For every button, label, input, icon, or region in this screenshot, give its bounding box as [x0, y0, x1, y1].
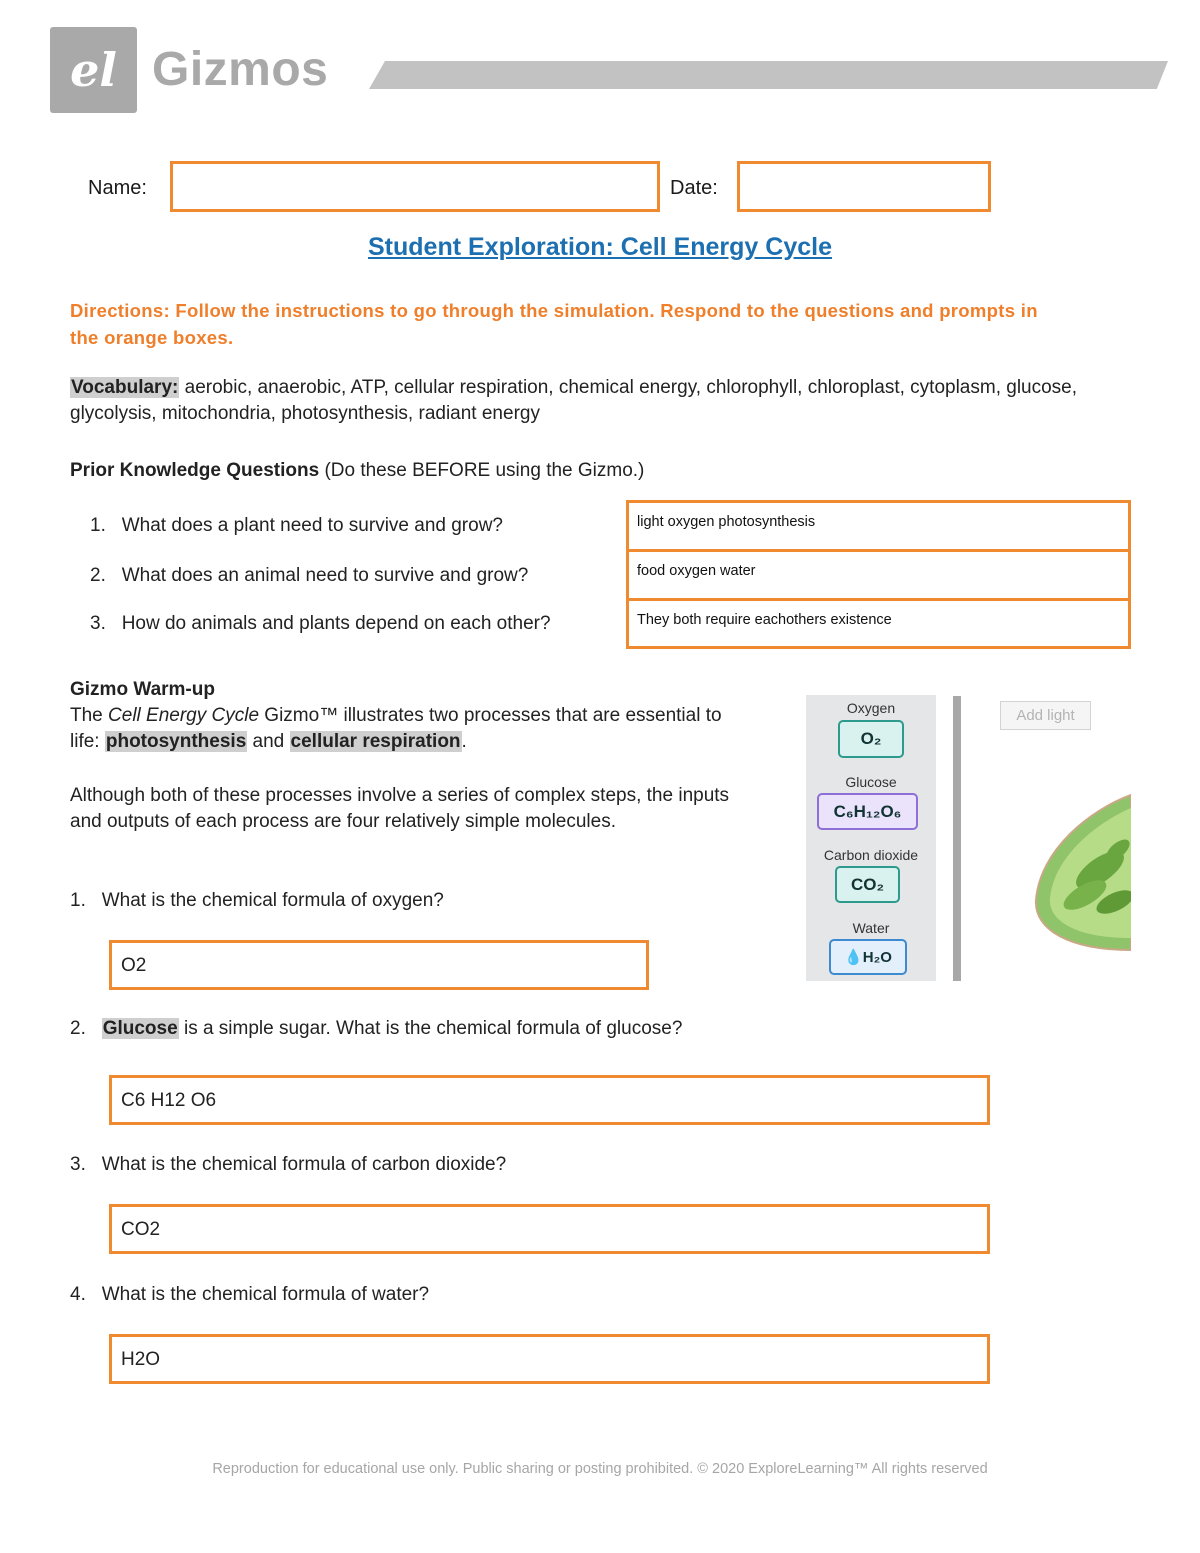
gizmo-molecule-panel	[806, 695, 936, 981]
vocabulary-label: Vocabulary:	[71, 377, 179, 398]
water-molecule[interactable]: 💧H₂O	[829, 939, 907, 975]
chloroplast-image	[1030, 790, 1131, 960]
date-label: Date:	[670, 177, 718, 199]
warmup-paragraph-1: The Cell Energy Cycle Gizmo™ illustrates two processes that are essential to life: photosynthesis and cellular respiration.	[70, 705, 722, 752]
header-bar	[369, 61, 1168, 89]
pk-question-2: 2. What does an animal need to survive and grow?	[90, 565, 529, 586]
explorelearning-logo: el	[50, 27, 137, 113]
warmup-answer-3[interactable]: CO2	[109, 1204, 990, 1254]
warmup-question-4: 4. What is the chemical formula of water?	[70, 1284, 430, 1305]
warmup-question-1: 1. What is the chemical formula of oxygen?	[70, 890, 444, 911]
warmup-answer-4[interactable]: H2O	[109, 1334, 990, 1384]
pk-answer-3[interactable]: They both require eachothers existence	[626, 598, 1131, 649]
warmup-answer-1[interactable]: O2	[109, 940, 649, 990]
glucose-label: Glucose	[845, 774, 897, 790]
directions: Directions: Follow the instructions to go through the simulation. Respond to the questions and prompts in the orange boxes.	[70, 300, 1038, 348]
warmup-heading: Gizmo Warm-up	[70, 679, 215, 700]
glucose-molecule[interactable]: C₆H₁₂O₆	[817, 793, 918, 830]
name-label: Name:	[88, 177, 147, 199]
water-label: Water	[852, 920, 890, 936]
footer-copyright: Reproduction for educational use only. Public sharing or posting prohibited. © 2020 ExploreLearning™ All rights reserved	[212, 1461, 988, 1477]
add-light-button[interactable]: Add light	[1000, 701, 1091, 730]
warmup-question-3: 3. What is the chemical formula of carbon dioxide?	[70, 1154, 507, 1175]
warmup-paragraph-2: Although both of these processes involve a series of complex steps, the inputs and outputs of each process are four relatively simple molecules.	[70, 785, 730, 832]
gizmos-brand: Gizmos	[152, 43, 329, 96]
pk-answer-1[interactable]: light oxygen photosynthesis	[626, 500, 1131, 552]
pk-question-1: 1. What does a plant need to survive and grow?	[90, 515, 503, 536]
pk-question-3: 3. How do animals and plants depend on each other?	[90, 613, 551, 634]
carbon-dioxide-molecule[interactable]: CO₂	[835, 866, 900, 903]
carbon-dioxide-label: Carbon dioxide	[823, 847, 919, 863]
vocabulary-terms: aerobic, anaerobic, ATP, cellular respiration, chemical energy, chlorophyll, chloroplast, cytoplasm, glucose, glycolysis, mitochondria, photosynthesis, radiant energy	[70, 377, 1078, 424]
oxygen-molecule[interactable]: O₂	[838, 720, 904, 758]
warmup-answer-2[interactable]: C6 H12 O6	[109, 1075, 990, 1125]
warmup-question-2: 2. Glucose is a simple sugar. What is the chemical formula of glucose?	[70, 1018, 683, 1039]
oxygen-label: Oxygen	[846, 700, 896, 716]
pk-answer-2[interactable]: food oxygen water	[626, 549, 1131, 601]
vocabulary	[70, 375, 1140, 427]
name-field[interactable]	[170, 161, 660, 212]
page-title: Student Exploration: Cell Energy Cycle	[368, 233, 832, 261]
prior-knowledge-heading: Prior Knowledge Questions (Do these BEFORE using the Gizmo.)	[70, 460, 645, 481]
panel-divider	[953, 696, 961, 981]
date-field[interactable]	[737, 161, 991, 212]
